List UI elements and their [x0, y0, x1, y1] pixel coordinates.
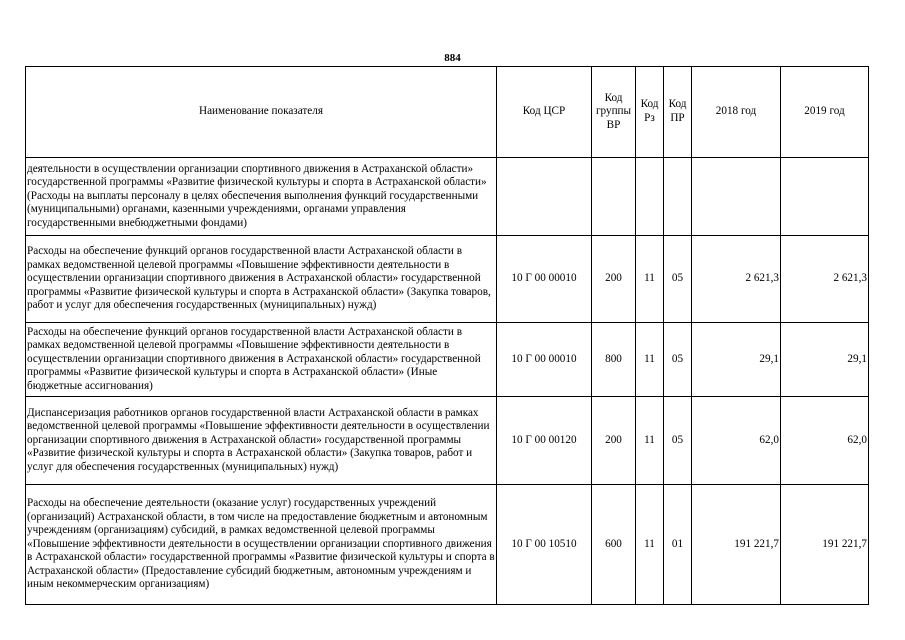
- table-row: [26, 323, 869, 397]
- table-row: [26, 397, 869, 485]
- row-rz: 11: [636, 236, 664, 323]
- row-pr: 01: [664, 485, 692, 605]
- header-pr: Код ПР: [664, 67, 692, 158]
- row-2019: 191 221,7: [781, 485, 869, 605]
- header-2019: 2019 год: [781, 67, 869, 158]
- header-name: Наименование показателя: [26, 67, 497, 158]
- row-name: Расходы на обеспечение функций органов государственной власти Астраханской области в рамках ведомственной целевой программы «Повышение эффективности деятельности в осуществлении организации спортивного движения в Астраханской области» государственной программы «Развитие физической культуры и спорта в Астраханской области» (Иные бюджетные ассигнования): [26, 323, 497, 397]
- header-2018: 2018 год: [692, 67, 781, 158]
- row-2019: 2 621,3: [781, 236, 869, 323]
- row-vr: 800: [592, 323, 636, 397]
- row-name: Диспансеризация работников органов государственной власти Астраханской области в рамках ведомственной целевой программы «Повышение эффективности деятельности в осуществлении организации спортивного движения в Астраханской области» государственной программы «Развитие физической культуры и спорта в Астраханской области» (Закупка товаров, работ и услуг для обеспечения государственных (муниципальных) нужд): [26, 397, 497, 485]
- row-csr: [497, 158, 592, 236]
- row-pr: 05: [664, 236, 692, 323]
- page-number: 884: [444, 52, 461, 64]
- row-2018: 62,0: [692, 397, 781, 485]
- row-rz: 11: [636, 397, 664, 485]
- row-2018: 191 221,7: [692, 485, 781, 605]
- row-csr: 10 Г 00 00010: [497, 323, 592, 397]
- row-rz: 11: [636, 323, 664, 397]
- row-2019: 29,1: [781, 323, 869, 397]
- row-vr: [592, 158, 636, 236]
- row-2019: [781, 158, 869, 236]
- row-rz: 11: [636, 485, 664, 605]
- row-pr: 05: [664, 397, 692, 485]
- row-name: деятельности в осуществлении организации спортивного движения в Астраханской области» государственной программы «Развитие физической культуры и спорта в Астраханской области» (Расходы на выплаты персоналу в целях обеспечения выполнения функций государственными (муниципальными) органами, казенными учреждениями, органами управления государственными внебюджетными фондами): [26, 158, 497, 236]
- table-row: [26, 485, 869, 605]
- row-csr: 10 Г 00 00010: [497, 236, 592, 323]
- table-row: [26, 158, 869, 236]
- row-pr: 05: [664, 323, 692, 397]
- header-vr: Код группы ВР: [592, 67, 636, 158]
- row-vr: 200: [592, 236, 636, 323]
- row-2019: 62,0: [781, 397, 869, 485]
- header-rz: Код Рз: [636, 67, 664, 158]
- row-vr: 200: [592, 397, 636, 485]
- row-2018: 29,1: [692, 323, 781, 397]
- row-pr: [664, 158, 692, 236]
- row-2018: 2 621,3: [692, 236, 781, 323]
- row-csr: 10 Г 00 00120: [497, 397, 592, 485]
- budget-table: [25, 66, 869, 605]
- row-name: Расходы на обеспечение деятельности (оказание услуг) государственных учреждений (организаций) Астраханской области, в том числе на предоставление бюджетным и автономным учреждениям (организациям) субсидий, в рамках ведомственной целевой программы «Повышение эффективности деятельности в осуществлении организации спортивного движения в Астраханской области» государственной программы «Развитие физической культуры и спорта в Астраханской области» (Предоставление субсидий бюджетным, автономным учреждениям и иным некоммерческим организациям): [26, 485, 497, 605]
- row-name: Расходы на обеспечение функций органов государственной власти Астраханской области в рамках ведомственной целевой программы «Повышение эффективности деятельности в осуществлении организации спортивного движения в Астраханской области» государственной программы «Развитие физической культуры и спорта в Астраханской области» (Закупка товаров, работ и услуг для обеспечения государственных (муниципальных) нужд): [26, 236, 497, 323]
- header-row: [26, 67, 869, 158]
- table-row: [26, 236, 869, 323]
- header-csr: Код ЦСР: [497, 67, 592, 158]
- row-vr: 600: [592, 485, 636, 605]
- row-2018: [692, 158, 781, 236]
- row-rz: [636, 158, 664, 236]
- row-csr: 10 Г 00 10510: [497, 485, 592, 605]
